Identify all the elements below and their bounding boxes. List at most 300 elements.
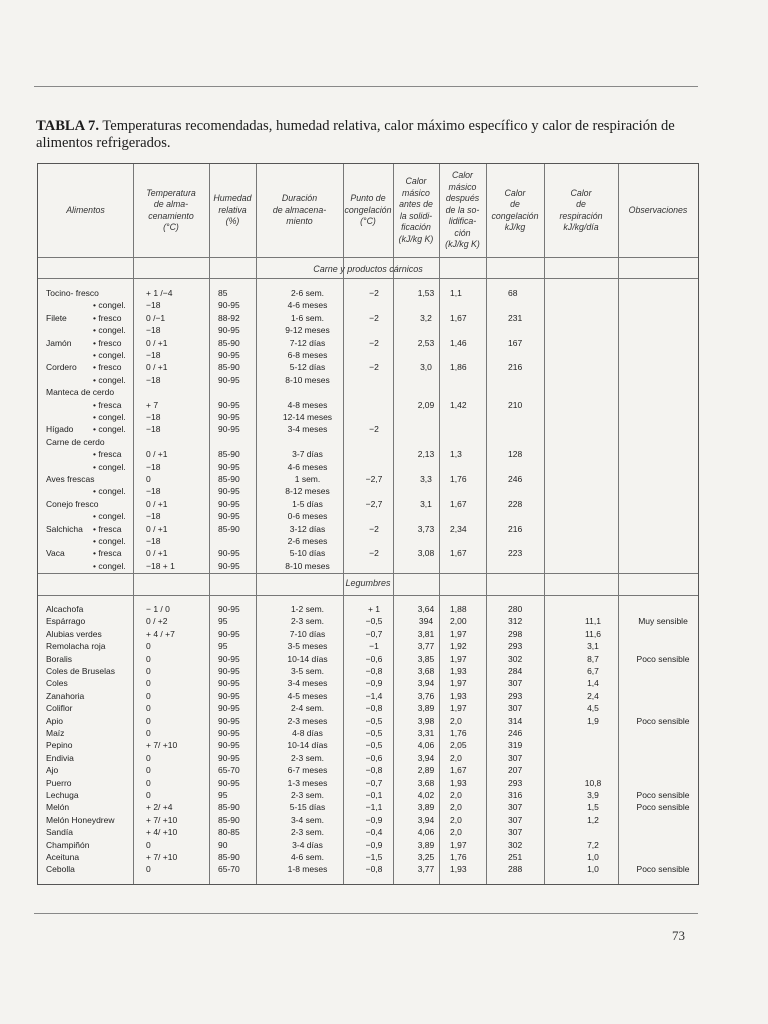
cell-cd: 1,93 bbox=[450, 666, 467, 676]
cell-pc: −2 bbox=[369, 424, 379, 435]
cell-cc: 231 bbox=[508, 312, 523, 323]
cell-cc: 246 bbox=[508, 474, 523, 484]
cell-cd: 1,97 bbox=[450, 653, 467, 664]
cell-dur: 4-5 meses bbox=[287, 690, 328, 701]
cell-dur: 4-8 días bbox=[292, 728, 323, 738]
cell-dur: 6-7 meses bbox=[287, 765, 328, 776]
cell-cd: 1,76 bbox=[450, 474, 467, 484]
cell-dur: 5-15 días bbox=[289, 802, 326, 813]
cell-cd: 1,86 bbox=[450, 362, 467, 373]
cell-temp: 0 / +1 bbox=[146, 449, 168, 460]
cell-food: Jamón bbox=[46, 337, 72, 348]
cell-hum: 95 bbox=[218, 616, 228, 627]
cell-cc: 307 bbox=[508, 678, 523, 689]
cell-hum: 90-95 bbox=[218, 666, 240, 676]
table-row bbox=[38, 677, 698, 689]
cell-food: Cebolla bbox=[46, 864, 75, 875]
cell-cc: 316 bbox=[508, 790, 523, 800]
cell-temp: 0 bbox=[146, 752, 151, 763]
table-row bbox=[38, 535, 698, 547]
table-row bbox=[38, 702, 698, 714]
header-calor-antes: Calor másico antes de la solidi- ficación (kJ/kg K) bbox=[398, 176, 434, 244]
cell-ca: 3,08 bbox=[417, 548, 435, 559]
cell-cc: 288 bbox=[508, 864, 523, 875]
cell-temp: + 7/ +10 bbox=[146, 852, 178, 862]
cell-temp: −18 bbox=[146, 486, 161, 497]
cell-temp: + 2/ +4 bbox=[146, 802, 173, 813]
table-row bbox=[38, 473, 698, 485]
cell-hum: 90 bbox=[218, 839, 228, 850]
cell-cd: 1,76 bbox=[450, 852, 467, 862]
cell-food: Endivia bbox=[46, 752, 74, 763]
cell-sub: • congel. bbox=[93, 300, 126, 311]
table-title bbox=[36, 118, 700, 152]
cell-dur: 4-6 sem. bbox=[290, 852, 325, 862]
cell-hum: 90-95 bbox=[218, 374, 240, 385]
cell-cd: 1,67 bbox=[450, 765, 467, 776]
cell-cd: 1,93 bbox=[450, 864, 467, 875]
cell-temp: −18 bbox=[146, 325, 161, 336]
table-row bbox=[38, 851, 698, 863]
cell-cd: 2,0 bbox=[450, 802, 462, 813]
cell-pc: −1 bbox=[369, 641, 379, 652]
cell-temp: 0 bbox=[146, 703, 151, 714]
cell-dur: 3-12 días bbox=[289, 523, 326, 534]
cell-cc: 293 bbox=[508, 641, 523, 652]
cell-food: Sandía bbox=[46, 827, 73, 838]
cell-pc: −2 bbox=[369, 523, 379, 534]
cell-temp: 0 bbox=[146, 715, 151, 726]
table-row bbox=[38, 801, 698, 813]
cell-dur: 2-3 meses bbox=[287, 715, 328, 726]
cell-pc: −2,7 bbox=[365, 498, 383, 509]
cell-temp: −18 bbox=[146, 424, 161, 435]
cell-dur: 4-6 meses bbox=[287, 300, 328, 311]
cell-sub: • congel. bbox=[93, 486, 126, 497]
table-row bbox=[38, 665, 698, 677]
table-row bbox=[38, 752, 698, 764]
table-row bbox=[38, 653, 698, 665]
top-rule bbox=[34, 86, 698, 87]
cell-hum: 90-95 bbox=[218, 752, 240, 763]
cell-ca: 3,77 bbox=[417, 864, 435, 875]
cell-hum: 90-95 bbox=[218, 350, 240, 360]
cell-hum: 90-95 bbox=[218, 486, 240, 497]
cell-resp: 6,7 bbox=[587, 666, 599, 676]
cell-cc: 246 bbox=[508, 728, 523, 738]
header-alimentos: Alimentos bbox=[66, 204, 105, 215]
cell-pc: −1,5 bbox=[365, 852, 383, 862]
cell-food: Alubias verdes bbox=[46, 628, 102, 639]
cell-food: Boralis bbox=[46, 653, 72, 664]
cell-hum: 88-92 bbox=[218, 312, 240, 323]
cell-obs: Poco sensible bbox=[636, 864, 690, 875]
cell-cc: 293 bbox=[508, 777, 523, 788]
cell-temp: −18 bbox=[146, 511, 161, 522]
cell-cc: 307 bbox=[508, 703, 523, 714]
table-row bbox=[38, 448, 698, 460]
cell-obs: Poco sensible bbox=[636, 653, 690, 664]
cell-pc: −2 bbox=[369, 548, 379, 559]
cell-ca: 3,94 bbox=[417, 678, 435, 689]
table-row bbox=[38, 640, 698, 652]
cell-dur: 6-8 meses bbox=[287, 350, 328, 360]
cell-sub: • congel. bbox=[93, 536, 126, 546]
cell-food: Aceituna bbox=[46, 852, 80, 862]
cell-sub: • congel. bbox=[93, 424, 126, 435]
table-row bbox=[38, 547, 698, 559]
cell-obs: Poco sensible bbox=[636, 790, 690, 800]
cell-temp: 0 bbox=[146, 666, 151, 676]
table-row bbox=[38, 312, 698, 324]
cell-food: Coliflor bbox=[46, 703, 73, 714]
cell-dur: 2-4 sem. bbox=[290, 703, 325, 714]
cell-temp: 0 bbox=[146, 474, 151, 484]
header-punto-congelacion: Punto de congelación (°C) bbox=[344, 193, 392, 227]
table-row bbox=[38, 863, 698, 875]
cell-temp: + 4/ +10 bbox=[146, 827, 178, 838]
cell-hum: 90-95 bbox=[218, 511, 240, 522]
table-row bbox=[38, 337, 698, 349]
cell-dur: 3-4 meses bbox=[287, 678, 328, 689]
cell-ca: 3,94 bbox=[417, 814, 435, 825]
cell-resp: 1,5 bbox=[587, 802, 599, 813]
cell-hum: 85-90 bbox=[218, 523, 240, 534]
cell-dur: 1 sem. bbox=[294, 474, 321, 484]
cell-cd: 2,0 bbox=[450, 752, 462, 763]
cell-cc: 68 bbox=[508, 288, 518, 298]
cell-sub: • congel. bbox=[93, 511, 126, 522]
cell-hum: 90-95 bbox=[218, 703, 240, 714]
table-row bbox=[38, 523, 698, 535]
cell-temp: −18 bbox=[146, 300, 161, 311]
cell-pc: −0,6 bbox=[365, 752, 383, 763]
cell-pc: −0,5 bbox=[365, 728, 383, 738]
cell-food: Aves frescas bbox=[46, 474, 95, 484]
cell-temp: + 7 bbox=[146, 399, 159, 410]
cell-cd: 1,97 bbox=[450, 678, 467, 689]
cell-sub: • congel. bbox=[93, 374, 126, 385]
cell-hum: 95 bbox=[218, 641, 228, 652]
cell-hum: 95 bbox=[218, 790, 228, 800]
cell-resp: 11,1 bbox=[585, 616, 601, 627]
cell-ca: 3,64 bbox=[417, 604, 435, 614]
header-calor-respiracion: Calor de respiración kJ/kg/día bbox=[559, 187, 603, 232]
cell-dur: 2-6 meses bbox=[287, 536, 328, 546]
cell-temp: 0 / +2 bbox=[146, 616, 168, 627]
cell-hum: 85-90 bbox=[218, 362, 240, 373]
table-row bbox=[38, 299, 698, 311]
table-row bbox=[38, 690, 698, 702]
cell-cd: 1,67 bbox=[450, 312, 467, 323]
table-row bbox=[38, 386, 698, 398]
storage-table bbox=[37, 163, 699, 885]
section-divider bbox=[38, 573, 698, 574]
cell-cd: 1,3 bbox=[450, 449, 462, 460]
cell-dur: 2-3 sem. bbox=[290, 827, 325, 838]
cell-hum: 65-70 bbox=[218, 765, 240, 776]
cell-ca: 3,89 bbox=[417, 703, 435, 714]
cell-cd: 2,0 bbox=[450, 827, 462, 838]
cell-hum: 90-95 bbox=[218, 740, 240, 751]
cell-hum: 90-95 bbox=[218, 777, 240, 788]
cell-dur: 8-10 meses bbox=[285, 374, 330, 385]
cell-sub: • fresco bbox=[93, 337, 122, 348]
cell-cc: 216 bbox=[508, 523, 523, 534]
bottom-rule bbox=[34, 913, 698, 914]
cell-dur: 3-5 sem. bbox=[290, 666, 325, 676]
cell-hum: 90-95 bbox=[218, 399, 240, 410]
cell-resp: 4,5 bbox=[587, 703, 599, 714]
cell-sub: • fresca bbox=[93, 399, 122, 410]
section-divider bbox=[38, 278, 698, 279]
cell-temp: 0 / +1 bbox=[146, 523, 168, 534]
cell-resp: 1,4 bbox=[587, 678, 599, 689]
cell-temp: + 4 / +7 bbox=[146, 628, 175, 639]
cell-temp: 0 bbox=[146, 790, 151, 800]
cell-dur: 3-7 días bbox=[292, 449, 323, 460]
section-veg-title: Legumbres bbox=[345, 578, 391, 588]
cell-pc: −0,5 bbox=[365, 616, 383, 627]
cell-temp: 0 bbox=[146, 653, 151, 664]
cell-pc: −2 bbox=[369, 337, 379, 348]
cell-dur: 8-10 meses bbox=[285, 560, 330, 571]
cell-pc: −0,6 bbox=[365, 653, 383, 664]
cell-cc: 228 bbox=[508, 498, 523, 509]
cell-pc: −2,7 bbox=[365, 474, 383, 484]
cell-food: Lechuga bbox=[46, 790, 79, 800]
cell-food: Apio bbox=[46, 715, 64, 726]
cell-hum: 90-95 bbox=[218, 560, 240, 571]
cell-hum: 90-95 bbox=[218, 325, 240, 336]
cell-temp: 0 /−1 bbox=[146, 312, 166, 323]
cell-cc: 167 bbox=[508, 337, 523, 348]
cell-hum: 90-95 bbox=[218, 678, 240, 689]
cell-pc: −2 bbox=[369, 312, 379, 323]
cell-pc: −0,8 bbox=[365, 864, 383, 875]
cell-ca: 2,09 bbox=[417, 399, 435, 410]
cell-cd: 2,34 bbox=[450, 523, 467, 534]
cell-temp: 0 bbox=[146, 678, 151, 689]
cell-dur: 1-5 días bbox=[292, 498, 323, 509]
cell-ca: 3,0 bbox=[420, 362, 432, 373]
cell-pc: −0,9 bbox=[365, 678, 383, 689]
cell-pc: −2 bbox=[369, 362, 379, 373]
cell-ca: 1,53 bbox=[417, 288, 435, 298]
table-row bbox=[38, 777, 698, 789]
cell-dur: 1-3 meses bbox=[287, 777, 328, 788]
cell-obs: Poco sensible bbox=[636, 802, 690, 813]
cell-ca: 3,2 bbox=[420, 312, 432, 323]
cell-hum: 90-95 bbox=[218, 715, 240, 726]
cell-cd: 1,67 bbox=[450, 548, 467, 559]
cell-sub: • congel. bbox=[93, 412, 126, 422]
cell-cd: 1,97 bbox=[450, 703, 467, 714]
cell-temp: −18 bbox=[146, 536, 161, 546]
cell-temp: 0 bbox=[146, 765, 151, 776]
cell-temp: + 7/ +10 bbox=[146, 814, 178, 825]
cell-dur: 12-14 meses bbox=[282, 412, 333, 422]
cell-dur: 10-14 días bbox=[287, 740, 328, 751]
cell-cc: 307 bbox=[508, 802, 523, 813]
cell-food: Coles de Bruselas bbox=[46, 666, 115, 676]
cell-temp: −18 bbox=[146, 412, 161, 422]
cell-resp: 2,4 bbox=[587, 690, 599, 701]
cell-sub: • congel. bbox=[93, 461, 126, 472]
table-row bbox=[38, 615, 698, 627]
cell-hum: 65-70 bbox=[218, 864, 240, 875]
cell-cd: 2,0 bbox=[450, 814, 462, 825]
cell-cc: 302 bbox=[508, 839, 523, 850]
cell-cd: 1,42 bbox=[450, 399, 467, 410]
cell-dur: 3-4 días bbox=[292, 839, 323, 850]
header-divider bbox=[38, 257, 698, 258]
cell-cc: 210 bbox=[508, 399, 523, 410]
cell-cc: 307 bbox=[508, 752, 523, 763]
cell-cc: 207 bbox=[508, 765, 523, 776]
cell-hum: 90-95 bbox=[218, 728, 240, 738]
cell-cc: 307 bbox=[508, 827, 523, 838]
cell-food: Coles bbox=[46, 678, 68, 689]
cell-hum: 85-90 bbox=[218, 802, 240, 813]
table-row bbox=[38, 411, 698, 423]
cell-hum: 90-95 bbox=[218, 424, 240, 435]
cell-temp: 0 / +1 bbox=[146, 337, 168, 348]
table-row bbox=[38, 436, 698, 448]
cell-cd: 1,1 bbox=[450, 288, 462, 298]
cell-ca: 4,06 bbox=[417, 827, 435, 838]
cell-ca: 3,77 bbox=[417, 641, 435, 652]
cell-sub: • congel. bbox=[93, 350, 126, 360]
cell-ca: 3,89 bbox=[417, 839, 435, 850]
cell-temp: + 1 /−4 bbox=[146, 288, 173, 298]
cell-hum: 90-95 bbox=[218, 498, 240, 509]
cell-pc: −0,9 bbox=[365, 814, 383, 825]
cell-food: Vaca bbox=[46, 548, 65, 559]
cell-food: Ajo bbox=[46, 765, 59, 776]
table-row bbox=[38, 399, 698, 411]
table-row bbox=[38, 826, 698, 838]
cell-temp: 0 bbox=[146, 690, 151, 701]
cell-ca: 3,25 bbox=[417, 852, 435, 862]
cell-cc: 312 bbox=[508, 616, 523, 627]
cell-hum: 90-95 bbox=[218, 628, 240, 639]
cell-food: Espárrago bbox=[46, 616, 86, 627]
cell-food: Cordero bbox=[46, 362, 77, 373]
cell-food: Champiñón bbox=[46, 839, 90, 850]
cell-temp: −18 + 1 bbox=[146, 560, 175, 571]
header-duracion: Duración de almacena- miento bbox=[272, 193, 327, 227]
cell-dur: 9-12 meses bbox=[285, 325, 330, 336]
table-row bbox=[38, 510, 698, 522]
cell-food: Carne de cerdo bbox=[46, 436, 105, 447]
cell-temp: 0 / +1 bbox=[146, 362, 168, 373]
cell-cc: 251 bbox=[508, 852, 523, 862]
cell-pc: −0,5 bbox=[365, 715, 383, 726]
cell-dur: 2-3 sem. bbox=[290, 790, 325, 800]
cell-cc: 293 bbox=[508, 690, 523, 701]
cell-dur: 4-6 meses bbox=[287, 461, 328, 472]
header-temperatura: Temperatura de alma- cenamiento (°C) bbox=[146, 187, 196, 232]
cell-ca: 3,68 bbox=[417, 666, 435, 676]
cell-ca: 3,76 bbox=[417, 690, 435, 701]
cell-food: Filete bbox=[46, 312, 67, 323]
cell-food: Zanahoria bbox=[46, 690, 85, 701]
section-meat-title: Carne y productos cárnicos bbox=[313, 264, 423, 274]
cell-cd: 1,92 bbox=[450, 641, 467, 652]
cell-food: Hígado bbox=[46, 424, 74, 435]
cell-cd: 1,67 bbox=[450, 498, 467, 509]
cell-pc: −1,1 bbox=[365, 802, 383, 813]
table-row bbox=[38, 715, 698, 727]
table-row bbox=[38, 739, 698, 751]
cell-pc: −0,9 bbox=[365, 839, 383, 850]
cell-hum: 90-95 bbox=[218, 653, 240, 664]
cell-food: Conejo fresco bbox=[46, 498, 99, 509]
cell-hum: 90-95 bbox=[218, 690, 240, 701]
cell-pc: −0,8 bbox=[365, 703, 383, 714]
cell-food: Salchicha bbox=[46, 523, 83, 534]
cell-pc: −0,4 bbox=[365, 827, 383, 838]
cell-cc: 319 bbox=[508, 740, 523, 751]
cell-dur: 1-6 sem. bbox=[290, 312, 325, 323]
cell-pc: −1,4 bbox=[365, 690, 383, 701]
cell-dur: 3-5 meses bbox=[287, 641, 328, 652]
header-calor-congelacion: Calor de congelación kJ/kg bbox=[491, 187, 539, 232]
cell-cc: 216 bbox=[508, 362, 523, 373]
cell-pc: −0,7 bbox=[365, 628, 383, 639]
cell-temp: 0 bbox=[146, 864, 151, 875]
cell-ca: 3,89 bbox=[417, 802, 435, 813]
cell-dur: 1-8 meses bbox=[287, 864, 328, 875]
cell-temp: + 7/ +10 bbox=[146, 740, 178, 751]
table-row bbox=[38, 839, 698, 851]
cell-hum: 90-95 bbox=[218, 412, 240, 422]
header-humedad: Humedad relativa (%) bbox=[213, 193, 252, 227]
table-row bbox=[38, 814, 698, 826]
cell-hum: 80-85 bbox=[218, 827, 240, 838]
table-row bbox=[38, 789, 698, 801]
cell-food: Tocino- fresco bbox=[46, 288, 99, 298]
cell-pc: −2 bbox=[369, 288, 379, 298]
cell-temp: 0 bbox=[146, 839, 151, 850]
cell-food: Melón bbox=[46, 802, 70, 813]
cell-dur: 7-10 días bbox=[289, 628, 326, 639]
cell-food: Pepino bbox=[46, 740, 73, 751]
cell-dur: 5-10 días bbox=[289, 548, 326, 559]
cell-resp: 11,6 bbox=[585, 628, 601, 639]
cell-ca: 3,3 bbox=[420, 474, 432, 484]
cell-cd: 2,05 bbox=[450, 740, 467, 751]
cell-obs: Muy sensible bbox=[638, 616, 688, 627]
table-row bbox=[38, 374, 698, 386]
cell-dur: 7-12 días bbox=[289, 337, 326, 348]
cell-temp: 0 bbox=[146, 641, 151, 652]
cell-cd: 1,76 bbox=[450, 728, 467, 738]
table-row bbox=[38, 361, 698, 373]
cell-pc: −0,8 bbox=[365, 765, 383, 776]
cell-temp: −18 bbox=[146, 461, 161, 472]
cell-food: Alcachofa bbox=[46, 604, 84, 614]
table-row bbox=[38, 628, 698, 640]
cell-sub: • fresca bbox=[93, 548, 122, 559]
cell-ca: 3,94 bbox=[417, 752, 435, 763]
cell-pc: −0,1 bbox=[365, 790, 383, 800]
cell-food: Remolacha roja bbox=[46, 641, 106, 652]
cell-ca: 4,02 bbox=[417, 790, 435, 800]
cell-dur: 2-3 sem. bbox=[290, 616, 325, 627]
cell-cd: 1,46 bbox=[450, 337, 467, 348]
